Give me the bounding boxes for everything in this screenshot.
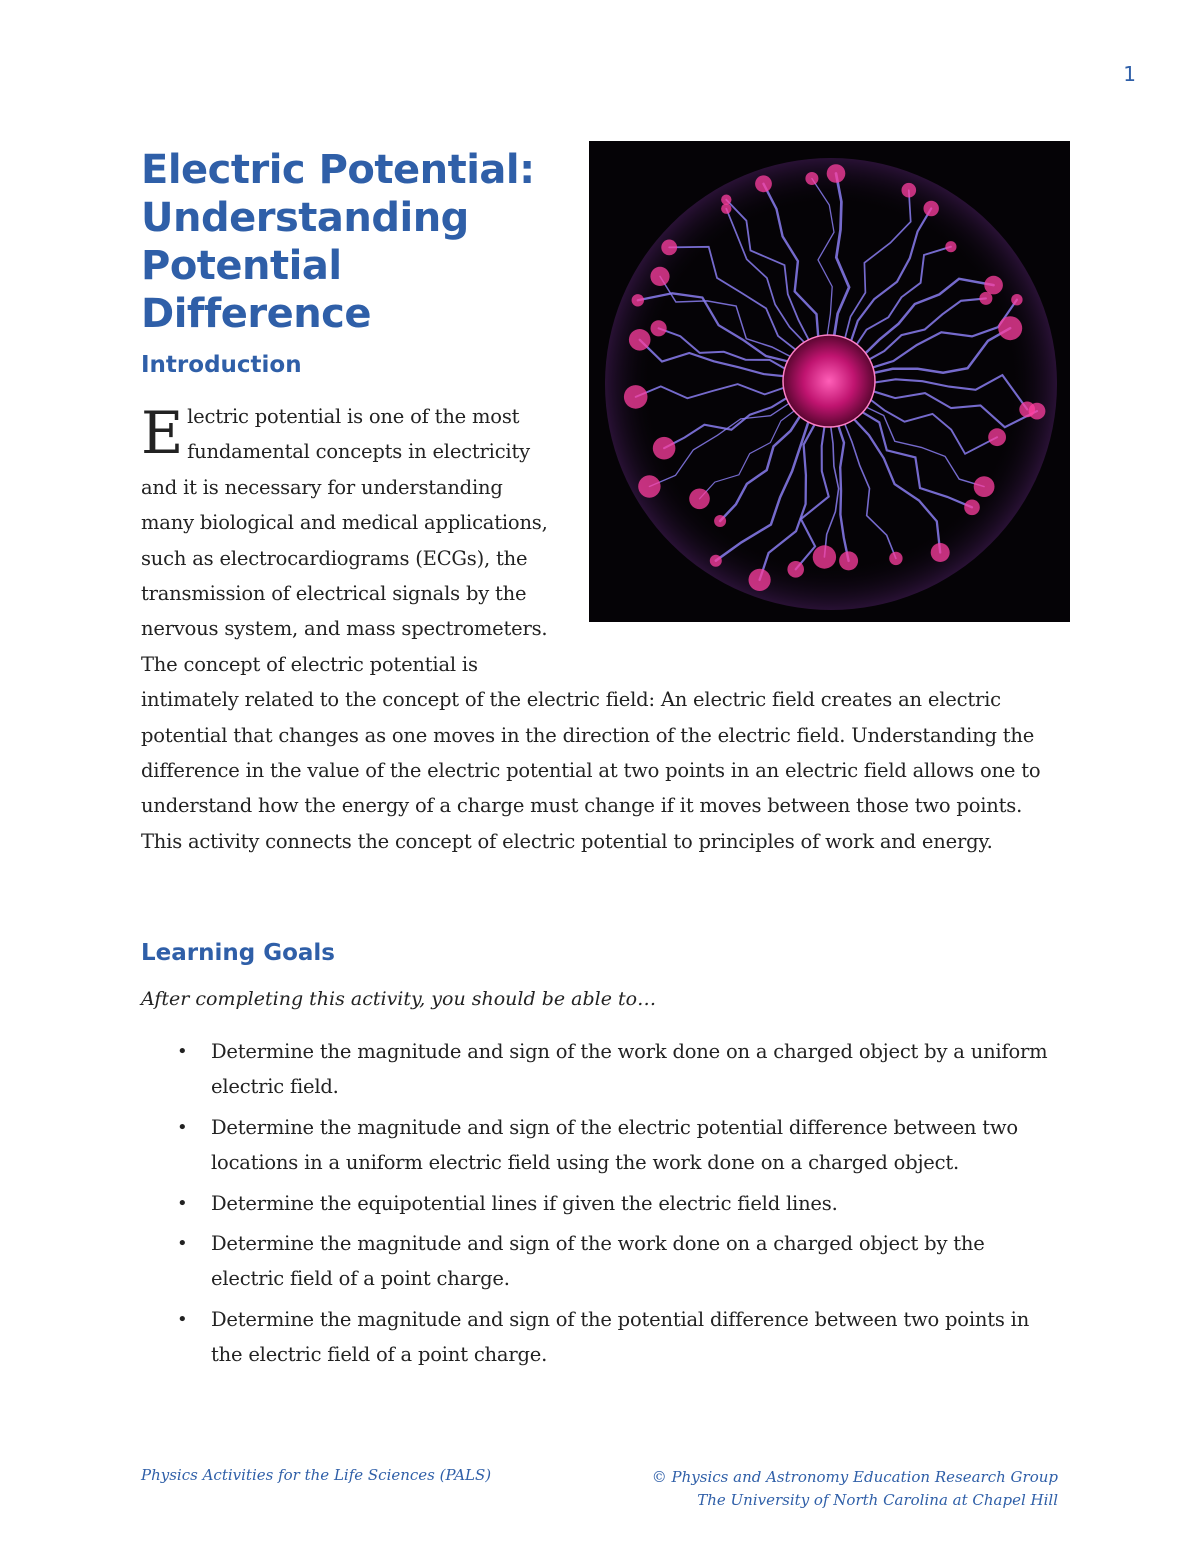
plasma-tip bbox=[945, 241, 956, 252]
learning-goal-item bbox=[141, 1034, 1061, 1105]
drop-cap: E bbox=[141, 399, 184, 467]
learning-goal-item bbox=[141, 1302, 1061, 1373]
page-title bbox=[141, 146, 581, 338]
title-line-3: Potential Difference bbox=[141, 243, 372, 337]
plasma-tip bbox=[721, 195, 731, 205]
learning-goals-list bbox=[141, 1034, 1061, 1378]
bullet-icon: • bbox=[177, 1116, 188, 1138]
bullet-icon: • bbox=[177, 1041, 188, 1062]
learning-goal-item bbox=[141, 1110, 1061, 1181]
intro-line: many biological and medical applications, bbox=[141, 511, 548, 535]
intro-line: The concept of electric potential is bbox=[141, 652, 478, 676]
title-line-2: Understanding bbox=[141, 195, 469, 241]
intro-line: fundamental concepts in electricity bbox=[187, 440, 530, 464]
plasma-tip bbox=[721, 204, 731, 214]
intro-line: and it is necessary for understanding bbox=[141, 475, 503, 499]
intro-line: such as electrocardiograms (ECGs), the bbox=[141, 546, 528, 570]
intro-line: lectric potential is one of the most bbox=[187, 405, 520, 428]
footer-copyright bbox=[652, 1466, 1058, 1512]
title-line-1: Electric Potential: bbox=[141, 147, 535, 193]
learning-goal-item bbox=[141, 1226, 1061, 1297]
plasma-tip bbox=[755, 175, 772, 192]
plasma-tip bbox=[1011, 294, 1022, 305]
learning-goal-text: Determine the magnitude and sign of the potential difference between two points in the electric field of a point charge. bbox=[211, 1307, 1030, 1367]
intro-line: nervous system, and mass spectrometers. bbox=[141, 617, 548, 641]
plasma-tip bbox=[924, 201, 939, 216]
plasma-tip bbox=[632, 294, 644, 306]
bullet-icon: • bbox=[177, 1233, 188, 1255]
plasma-tip bbox=[984, 276, 1003, 295]
plasma-tip bbox=[979, 292, 992, 305]
learning-goals-lead: After completing this activity, you should be able to… bbox=[141, 988, 657, 1010]
introduction-heading: Introduction bbox=[141, 352, 302, 378]
intro-line: transmission of electrical signals by the bbox=[141, 582, 527, 606]
plasma-tip bbox=[827, 164, 846, 183]
plasma-tip bbox=[805, 172, 818, 185]
page-number: 1 bbox=[1123, 62, 1136, 86]
footer-copyright-line-2: The University of North Carolina at Chapel Hill bbox=[697, 1491, 1058, 1509]
learning-goals-heading: Learning Goals bbox=[141, 940, 335, 966]
learning-goal-text: Determine the equipotential lines if given the electric field lines. bbox=[211, 1191, 838, 1215]
footer-copyright-line-1: © Physics and Astronomy Education Research Group bbox=[651, 1468, 1058, 1486]
bullet-icon: • bbox=[177, 1308, 188, 1330]
plasma-tip bbox=[650, 267, 669, 286]
plasma-tip bbox=[902, 183, 917, 198]
intro-continuation: intimately related to the concept of the electric field: An electric field creates an electric potential that changes as one moves in the direction of the electric field. Understanding the difference in the value of the electric potential at two points in an electric field allows one to understand how the energy of a charge must change if it moves between those two points. This activity connects the concept of electric potential to principles of work and energy. bbox=[141, 688, 1041, 853]
plasma-tip bbox=[629, 329, 651, 351]
plasma-tip bbox=[651, 320, 667, 336]
learning-goal-item bbox=[141, 1186, 1061, 1221]
learning-goal-text: Determine the magnitude and sign of the work done on a charged object by the electric field of a point charge. bbox=[211, 1232, 985, 1291]
introduction-text bbox=[141, 399, 1061, 859]
bullet-icon: • bbox=[177, 1192, 188, 1214]
learning-goal-text: Determine the magnitude and sign of the electric potential difference between two locations in a uniform electric field using the work done on a charged object. bbox=[211, 1115, 1018, 1175]
footer-program-name: Physics Activities for the Life Sciences (PALS) bbox=[141, 1466, 492, 1484]
plasma-tip bbox=[661, 240, 677, 256]
plasma-tip bbox=[998, 316, 1022, 340]
learning-goal-text: Determine the magnitude and sign of the work done on a charged object by a uniform electric field. bbox=[211, 1040, 1048, 1099]
